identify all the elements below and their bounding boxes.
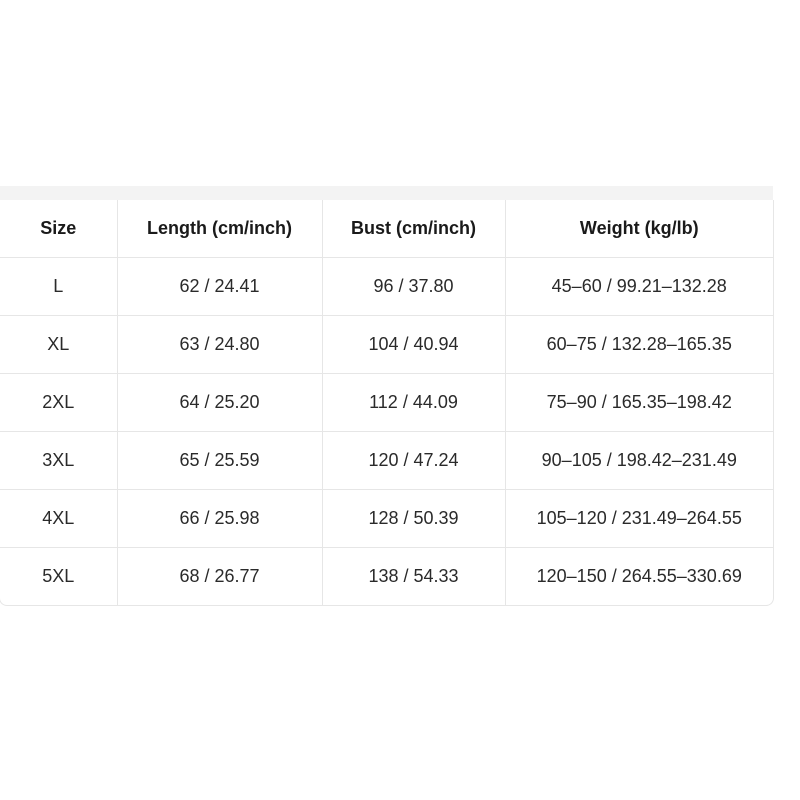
cell-size: 3XL — [0, 432, 117, 490]
table-row — [0, 490, 773, 548]
cell-bust: 96 / 37.80 — [322, 258, 505, 316]
cell-size: XL — [0, 316, 117, 374]
cell-length: 62 / 24.41 — [117, 258, 322, 316]
table-row — [0, 316, 773, 374]
cell-weight: 120–150 / 264.55–330.69 — [536, 566, 742, 586]
cell-length: 68 / 26.77 — [117, 548, 322, 606]
table-row — [0, 432, 773, 490]
cell-size: 5XL — [0, 548, 117, 606]
cell-weight: 60–75 / 132.28–165.35 — [505, 316, 773, 374]
header-weight: Weight (kg/lb) — [505, 200, 773, 258]
cell-bust: 138 / 54.33 — [322, 548, 505, 606]
cell-weight: 90–105 / 198.42–231.49 — [505, 432, 773, 490]
cell-bust: 104 / 40.94 — [322, 316, 505, 374]
cell-size: L — [0, 258, 117, 316]
cell-length: 63 / 24.80 — [117, 316, 322, 374]
cell-weight: 45–60 / 99.21–132.28 — [505, 258, 773, 316]
cell-length: 64 / 25.20 — [117, 374, 322, 432]
cell-weight: 105–120 / 231.49–264.55 — [505, 490, 773, 548]
table-top-strip — [0, 186, 773, 200]
size-chart-table — [0, 200, 773, 605]
header-length: Length (cm/inch) — [117, 200, 322, 258]
cell-length: 65 / 25.59 — [117, 432, 322, 490]
cell-bust: 120 / 47.24 — [322, 432, 505, 490]
cell-bust: 128 / 50.39 — [322, 490, 505, 548]
table-row — [0, 374, 773, 432]
table-row — [0, 258, 773, 316]
size-chart-table-container — [0, 200, 774, 606]
cell-bust: 112 / 44.09 — [322, 374, 505, 432]
cell-weight: 75–90 / 165.35–198.42 — [505, 374, 773, 432]
cell-length: 66 / 25.98 — [117, 490, 322, 548]
table-header-row — [0, 200, 773, 258]
cell-size: 4XL — [0, 490, 117, 548]
header-size: Size — [0, 200, 117, 258]
cell-size: 2XL — [0, 374, 117, 432]
table-row — [0, 548, 773, 606]
header-bust: Bust (cm/inch) — [322, 200, 505, 258]
